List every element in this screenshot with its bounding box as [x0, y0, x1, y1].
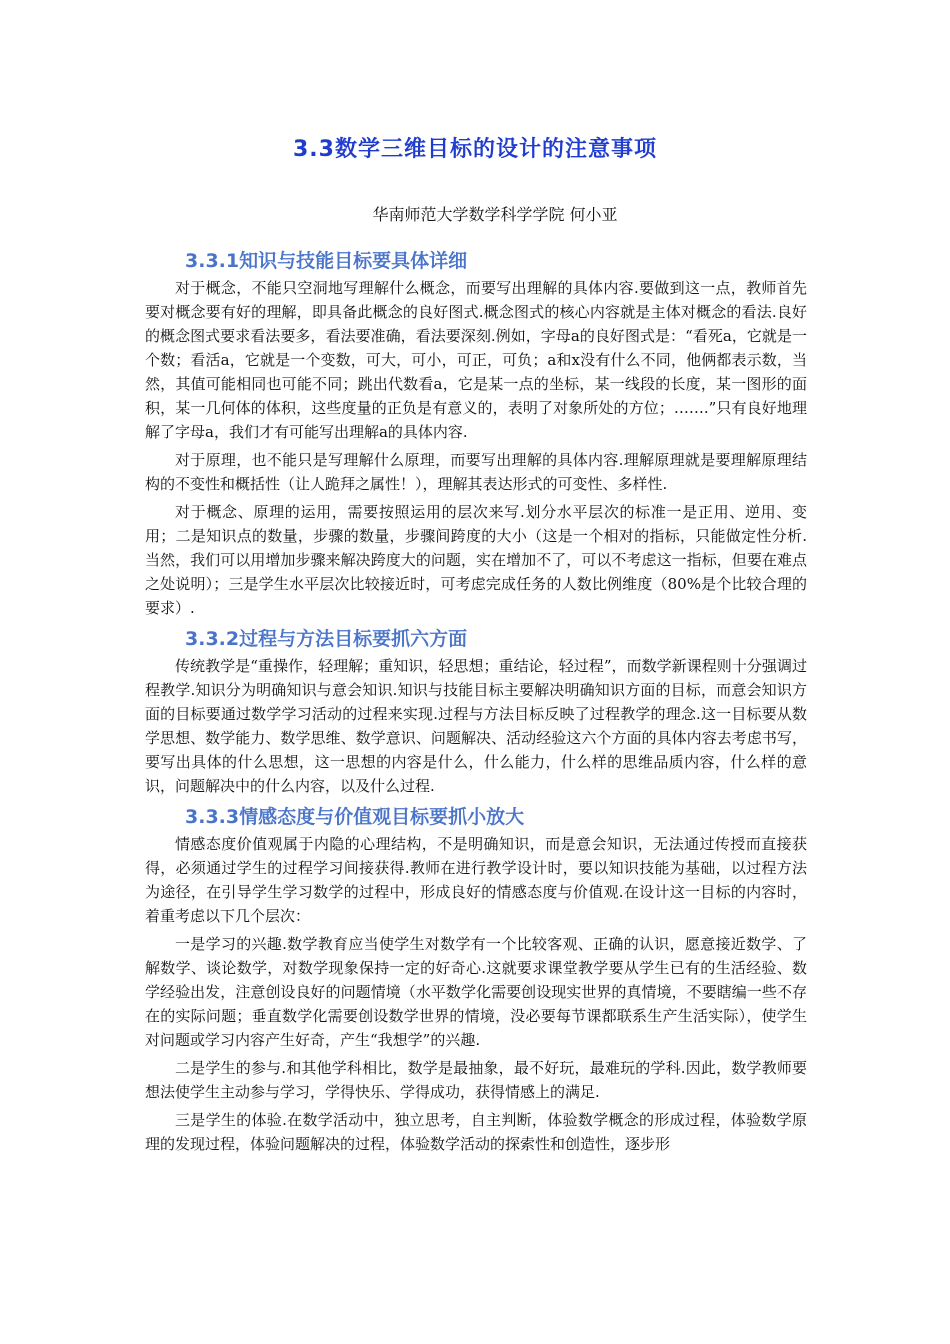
paragraph: 对于概念，不能只空洞地写理解什么概念，而要写出理解的具体内容.要做到这一点，教师首先要对概念要有好的理解，即具备此概念的良好图式.概念图式的核心内容就是主体对概念的看法.良好的概念图式要求看法要多，看法要准确，看法要深刻.例如，字母a的良好图式是：“看死a，它就是一个数；看活a，它就是一个变数，可大，可小，可正，可负；a和x没有什么不同，他俩都表示数，当然，其值可能相同也可能不同；跳出代数看a，它是某一点的坐标，某一线段的长度，某一图形的面积，某一几何体的体积，这些度量的正负是有意义的，表明了对象所处的方位；…….”只有良好地理解了字母a，我们才有可能写出理解a的具体内容. [145, 279, 807, 441]
paragraph: 情感态度价值观属于内隐的心理结构，不是明确知识，而是意会知识，无法通过传授而直接获得，必须通过学生的过程学习间接获得.教师在进行教学设计时，要以知识技能为基础，以过程方法为途径，在引导学生学习数学的过程中，形成良好的情感态度与价值观.在设计这一目标的内容时，着重考虑以下几个层次： [145, 835, 807, 925]
paragraph: 传统教学是“重操作，轻理解；重知识，轻思想；重结论，轻过程”，而数学新课程则十分强调过程教学.知识分为明确知识与意会知识.知识与技能目标主要解决明确知识方面的目标，而意会知识方面的目标要通过数学学习活动的过程来实现.过程与方法目标反映了过程教学的理念.这一目标要从数学思想、数学能力、数学思维、数学意识、问题解决、活动经验这六个方面的具体内容去考虑书写，要写出具体的什么思想，这一思想的内容是什么，什么能力，什么样的思维品质内容，什么样的意识，问题解决中的什么内容，以及什么过程. [145, 657, 807, 795]
paragraph: 三是学生的体验.在数学活动中，独立思考，自主判断，体验数学概念的形成过程，体验数学原理的发现过程，体验问题解决的过程，体验数学活动的探索性和创造性，逐步形 [145, 1111, 807, 1153]
author-line: 华南师范大学数学科学学院 何小亚 [372, 205, 618, 224]
paragraph: 对于概念、原理的运用，需要按照运用的层次来写.划分水平层次的标准一是正用、逆用、变用；二是知识点的数量，步骤的数量，步骤间跨度的大小（这是一个相对的指标，只能做定性分析.当然，我们可以用增加步骤来解决跨度大的问题，实在增加不了，可以不考虑这一指标，但要在难点之处说明）；三是学生水平层次比较接近时，可考虑完成任务的人数比例维度（80%是个比较合理的要求）. [145, 503, 807, 617]
page-title: 3.3数学三维目标的设计的注意事项 [293, 137, 657, 162]
paragraph: 一是学习的兴趣.数学教育应当使学生对数学有一个比较客观、正确的认识，愿意接近数学、了解数学、谈论数学，对数学现象保持一定的好奇心.这就要求课堂教学要从学生已有的生活经验、数学经验出发，注意创设良好的问题情境（水平数学化需要创设现实世界的真情境，不要瞎编一些不存在的实际问题；垂直数学化需要创设数学世界的情境，没必要每节课都联系生产生活实际），使学生对问题或学习内容产生好奇，产生“我想学”的兴趣. [145, 935, 807, 1049]
section-heading-3-3-1: 3.3.1知识与技能目标要具体详细 [185, 250, 468, 272]
section-heading-3-3-2: 3.3.2过程与方法目标要抓六方面 [185, 628, 468, 650]
document-body [145, 246, 807, 1160]
paragraph: 二是学生的参与.和其他学科相比，数学是最抽象，最不好玩，最难玩的学科.因此，数学教师要想法使学生主动参与学习，学得快乐、学得成功，获得情感上的满足. [145, 1059, 807, 1101]
section-heading-3-3-3: 3.3.3情感态度与价值观目标要抓小放大 [185, 806, 525, 828]
paragraph: 对于原理，也不能只是写理解什么原理，而要写出理解的具体内容.理解原理就是要理解原理结构的不变性和概括性（让人跪拜之属性！），理解其表达形式的可变性、多样性. [145, 451, 807, 493]
